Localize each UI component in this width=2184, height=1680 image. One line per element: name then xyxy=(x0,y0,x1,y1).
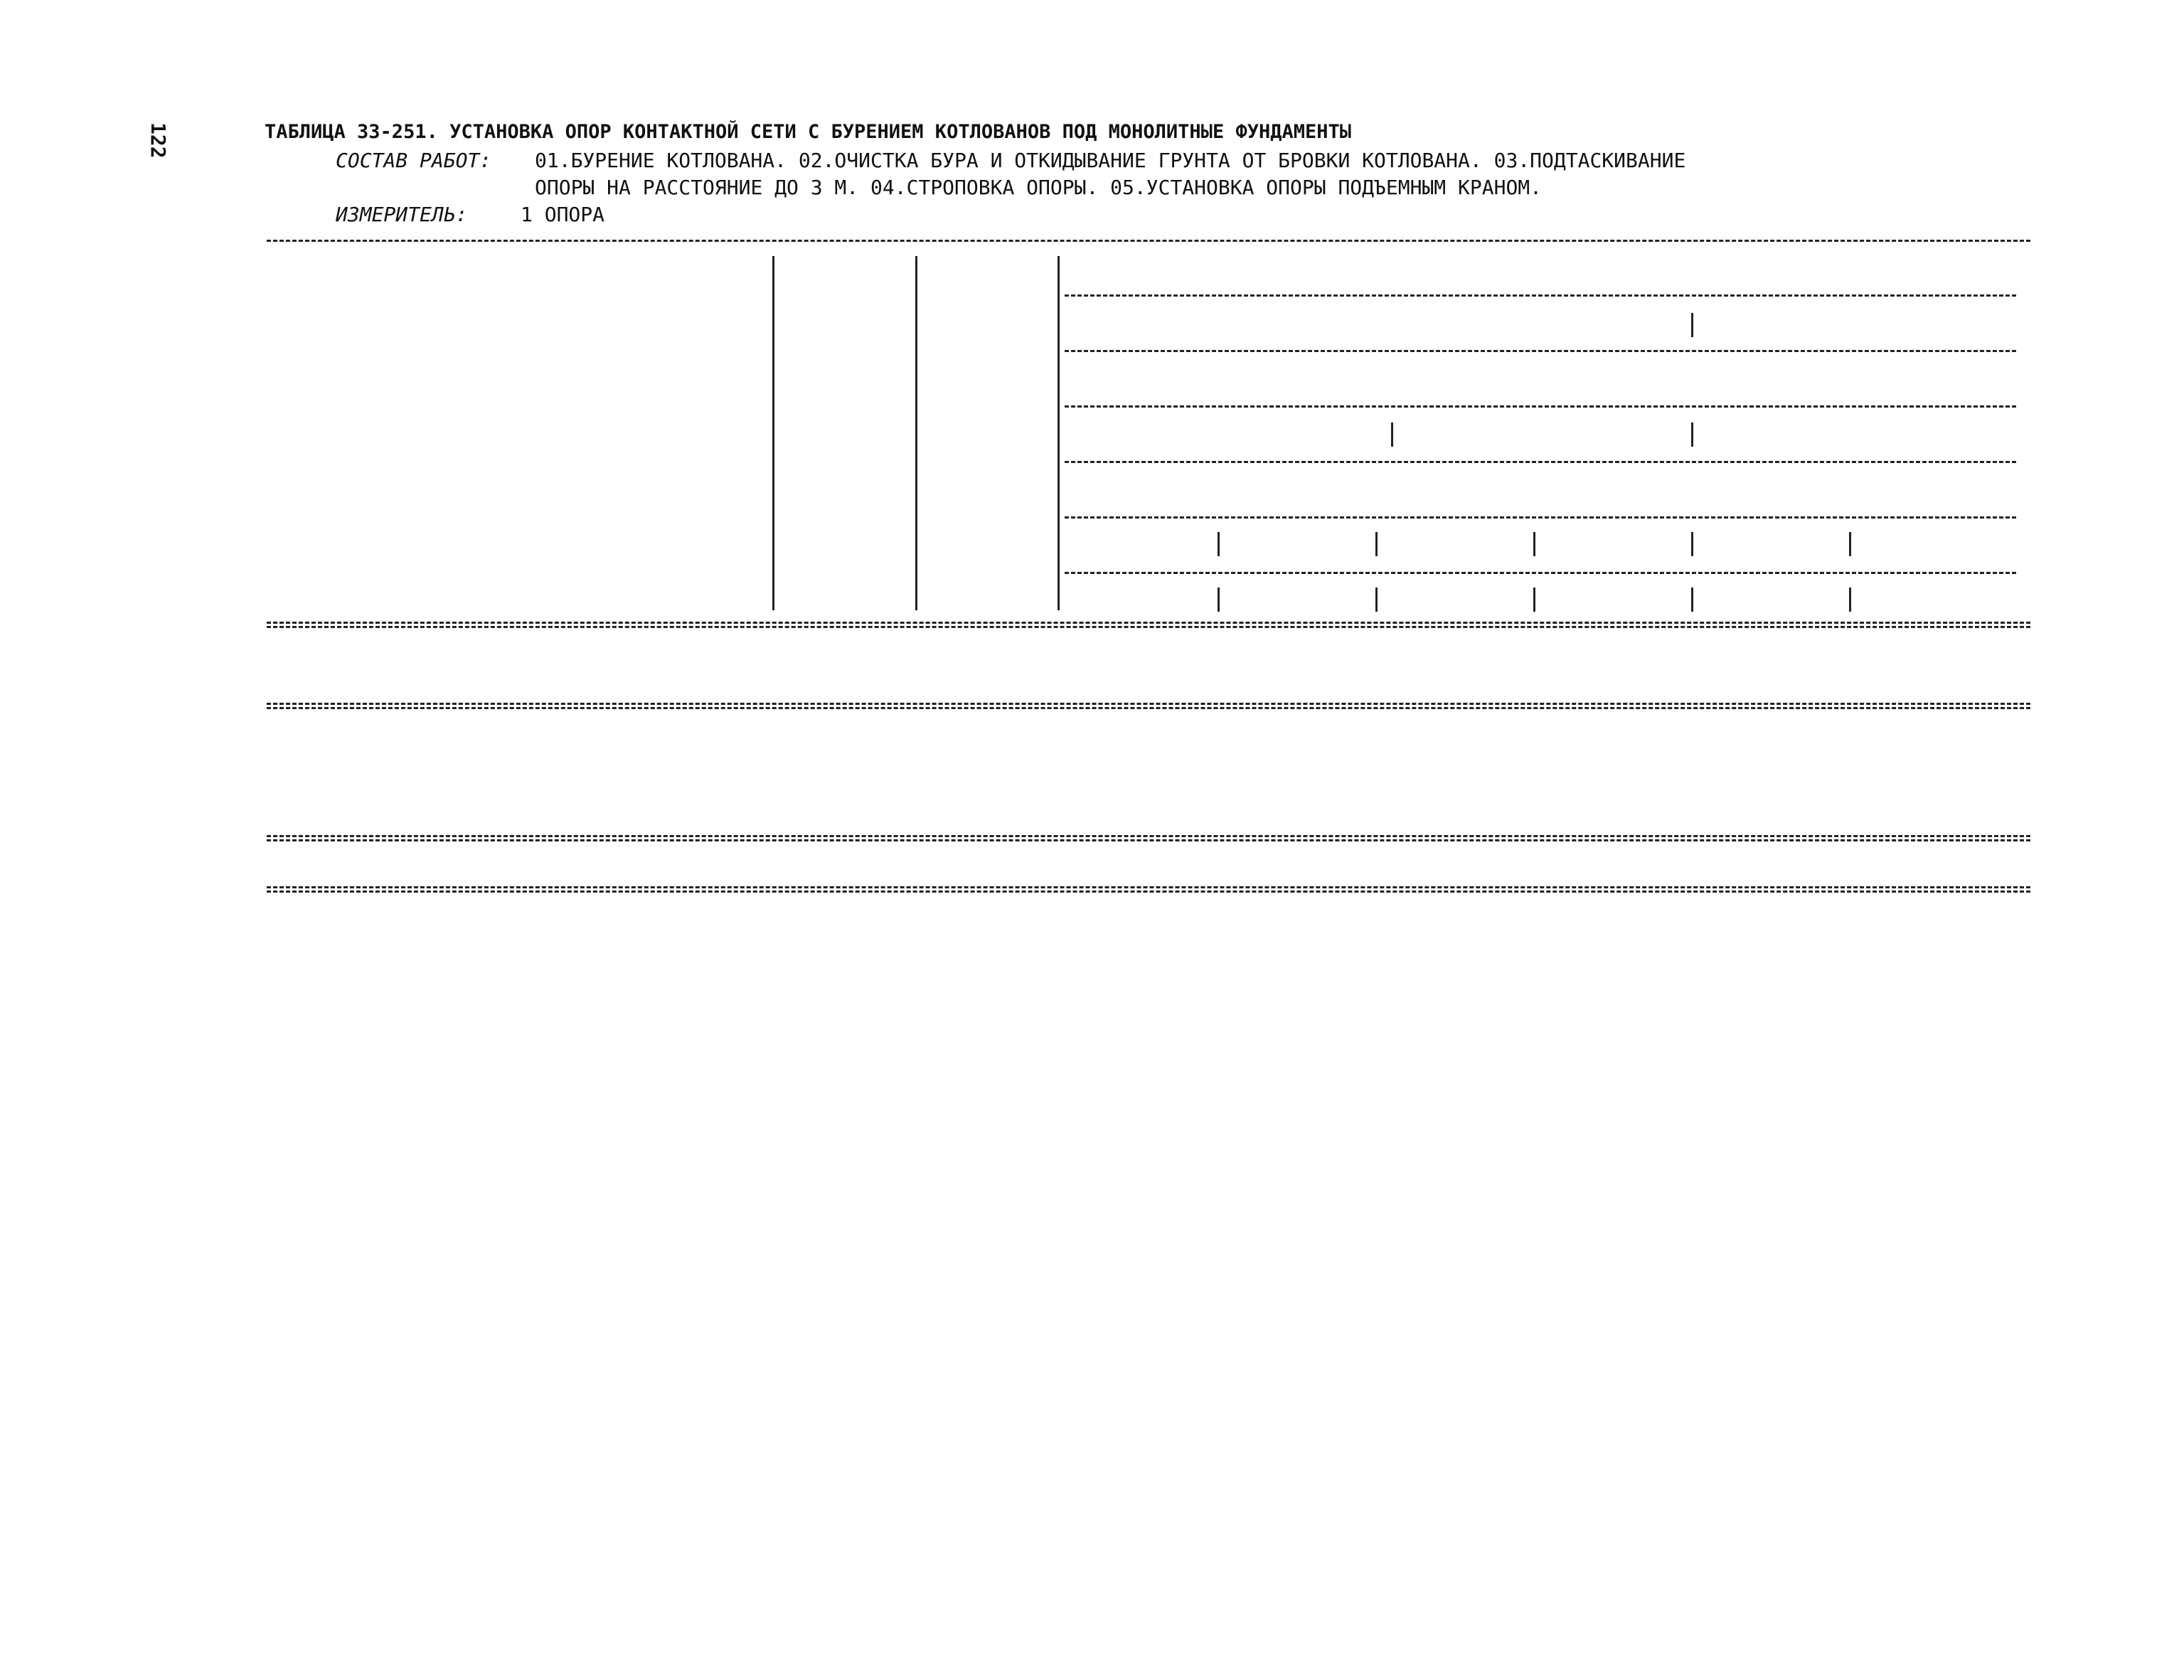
section-rule xyxy=(267,886,2030,888)
header-code-separator xyxy=(1849,588,1851,612)
header-code-separator xyxy=(1375,588,1378,612)
divider-line xyxy=(1065,350,2016,352)
divider-line xyxy=(1065,294,2016,297)
header-bottom-rule xyxy=(267,622,2030,624)
header-depth-separator xyxy=(1533,532,1535,556)
header-depth-separator xyxy=(1691,532,1693,556)
header-soil-separator xyxy=(1691,422,1693,447)
page-number: 122 xyxy=(147,122,170,159)
header-mass-separator xyxy=(1691,313,1693,337)
composition-line-2: ОПОРЫ НА РАССТОЯНИЕ ДО 3 М. 04.СТРОПОВКА ОПОРЫ. 05.УСТАНОВКА ОПОРЫ ПОДЪЕМНЫМ КРАНОМ. xyxy=(535,176,1543,199)
section-rule xyxy=(267,703,2030,705)
meter-value: 1 ОПОРА xyxy=(521,203,605,226)
table-top-rule xyxy=(267,240,2030,242)
header-code-separator xyxy=(1533,588,1535,612)
header-depth-separator xyxy=(1218,532,1220,556)
divider-line xyxy=(1065,405,2016,408)
section-rule xyxy=(267,707,2030,709)
composition-label: СОСТАВ РАБОТ: xyxy=(336,149,492,172)
section-rule xyxy=(267,839,2030,841)
composition-line-1: 01.БУРЕНИЕ КОТЛОВАНА. 02.ОЧИСТКА БУРА И ОТКИДЫВАНИЕ ГРУНТА ОТ БРОВКИ КОТЛОВАНА. 03.ПОДТАСКИВАНИЕ xyxy=(535,149,1686,172)
header-code-separator xyxy=(1691,588,1693,612)
table-title: ТАБЛИЦА 33-251. УСТАНОВКА ОПОР КОНТАКТНОЙ СЕТИ С БУРЕНИЕМ КОТЛОВАНОВ ПОД МОНОЛИТНЫЕ ФУНДАМЕНТЫ xyxy=(265,121,1352,143)
header-bottom-rule xyxy=(267,626,2030,628)
header-depth-separator xyxy=(1375,532,1378,556)
header-code-separator xyxy=(1218,588,1220,612)
meter-label: ИЗМЕРИТЕЛЬ: xyxy=(336,203,468,226)
header-separator-unit xyxy=(915,256,917,610)
divider-line xyxy=(1065,516,2016,519)
header-separator-code xyxy=(772,256,774,610)
section-rule xyxy=(267,835,2030,837)
header-depth-separator xyxy=(1849,532,1851,556)
divider-line xyxy=(1065,461,2016,463)
header-soil-separator xyxy=(1391,422,1393,447)
section-rule xyxy=(267,890,2030,893)
header-separator-values xyxy=(1058,256,1060,610)
divider-line xyxy=(1065,572,2016,574)
